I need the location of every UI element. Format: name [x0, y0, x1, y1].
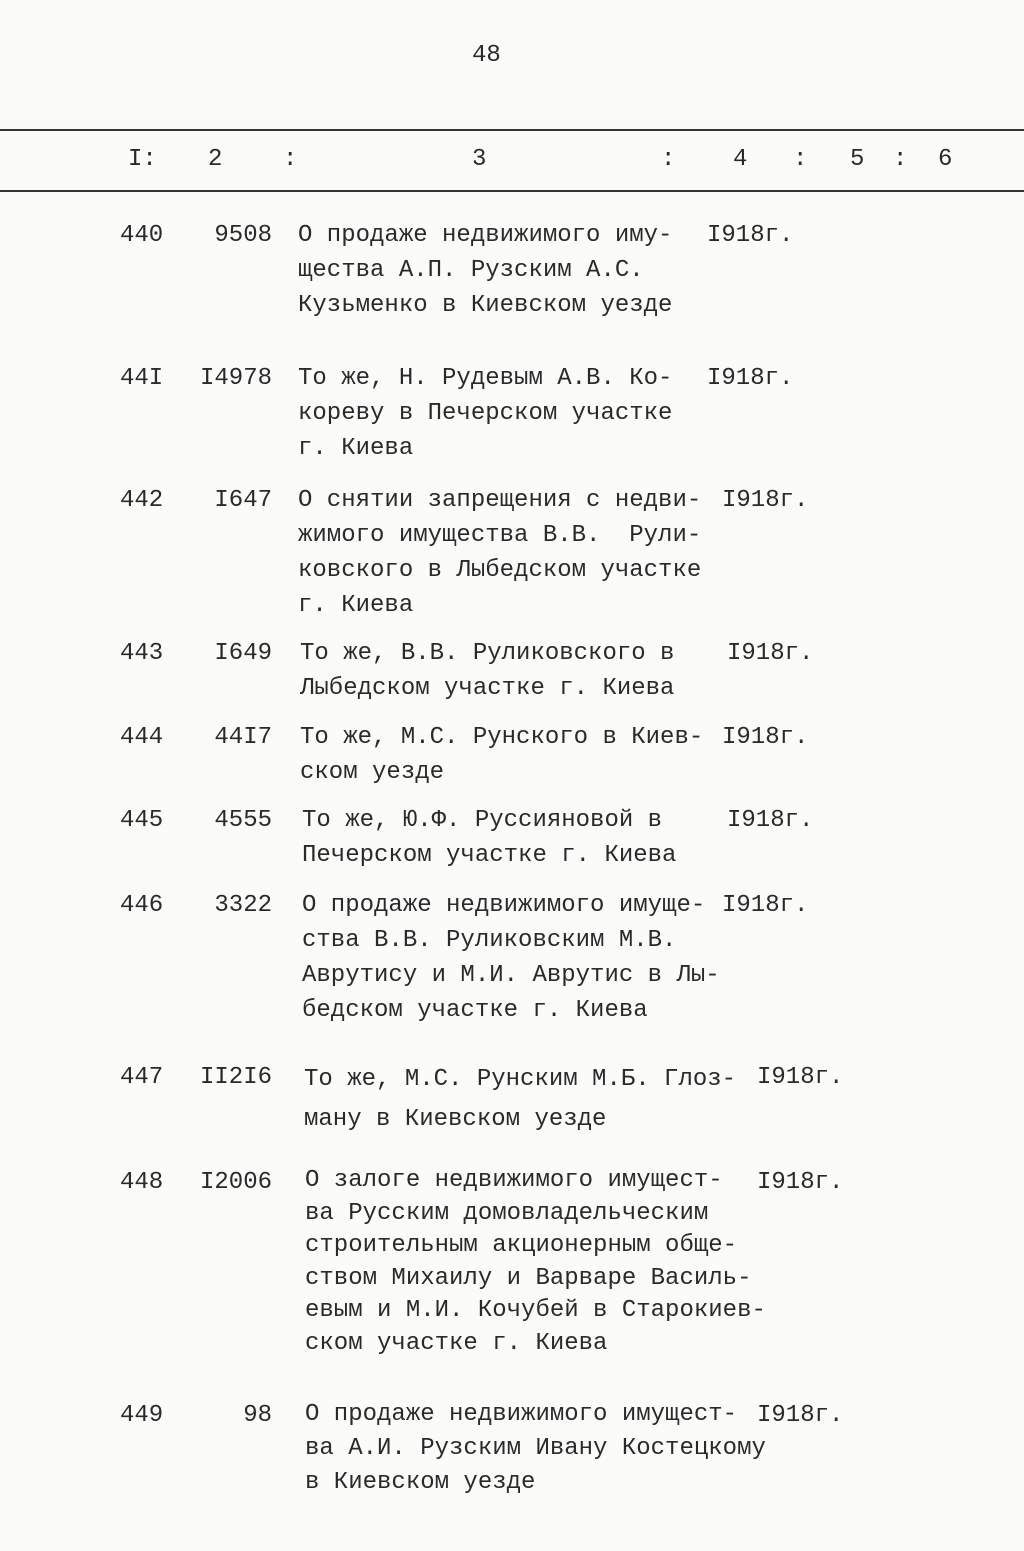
description-line: ском участке г. Киева — [305, 1329, 608, 1357]
column-header-4: 4 — [733, 146, 748, 173]
case-id: 3322 — [214, 892, 272, 919]
row-description — [300, 720, 703, 790]
case-id: 4555 — [214, 807, 272, 834]
description-line: в Киевском уезде — [305, 1469, 536, 1496]
row-description — [304, 1060, 736, 1140]
column-separator: : — [793, 146, 808, 173]
description-line: ства В.В. Руликовским М.В. — [302, 927, 677, 954]
row-year: I918г. — [707, 365, 794, 392]
description-line: г. Киева — [298, 435, 414, 462]
case-id: 9508 — [214, 222, 272, 249]
description-line: кореву в Печерском участке — [298, 400, 673, 427]
description-line: О продаже недвижимого иму- — [298, 222, 673, 249]
column-separator: : — [661, 146, 676, 173]
description-line: О продаже недвижимого имущест- — [305, 1401, 738, 1428]
column-header-6: 6 — [938, 146, 953, 173]
description-line: О продаже недвижимого имуще- — [302, 892, 706, 919]
description-line: То же, Н. Рудевым А.В. Ко- — [298, 365, 673, 392]
header-top-rule — [0, 129, 1024, 131]
case-id: I647 — [214, 487, 272, 514]
column-header-3: 3 — [472, 146, 487, 173]
column-separator: : — [283, 146, 298, 173]
description-line: евым и М.И. Кочубей в Старокиев- — [305, 1297, 766, 1325]
row-number: 447 — [120, 1064, 164, 1091]
row-year: I918г. — [722, 724, 809, 751]
column-header-5: 5 — [850, 146, 865, 173]
row-description — [302, 888, 720, 1028]
row-number: 440 — [120, 222, 164, 249]
description-line: Лыбедском участке г. Киева — [300, 675, 675, 702]
header-bottom-rule — [0, 190, 1024, 192]
description-line: ва А.И. Рузским Ивану Костецкому — [305, 1435, 766, 1462]
row-year: I918г. — [757, 1402, 844, 1429]
description-line: ском уезде — [300, 759, 445, 786]
description-line: О залоге недвижимого имущест- — [305, 1167, 723, 1194]
description-line: ману в Киевском уезде — [304, 1106, 607, 1133]
description-line: То же, Ю.Ф. Руссияновой в — [302, 807, 663, 834]
description-line: ва Русским домовладельческим — [305, 1199, 709, 1227]
row-number: 444 — [120, 724, 164, 751]
description-line: Аврутису и М.И. Аврутис в Лы- — [302, 962, 720, 989]
row-description — [305, 1165, 766, 1361]
row-year: I918г. — [727, 807, 814, 834]
description-line: Кузьменко в Киевском уезде — [298, 292, 673, 319]
row-year: I918г. — [707, 222, 794, 249]
description-line: г. Киева — [298, 592, 414, 619]
row-year: I918г. — [757, 1169, 844, 1196]
description-line: ковского в Лыбедском участке — [298, 557, 702, 584]
row-year: I918г. — [727, 640, 814, 667]
column-header-2: 2 — [208, 146, 223, 173]
row-year: I918г. — [722, 487, 809, 514]
row-number: 443 — [120, 640, 164, 667]
row-year: I918г. — [757, 1064, 844, 1091]
description-line: То же, В.В. Руликовского в — [300, 640, 675, 667]
row-description — [298, 361, 672, 466]
description-line: ством Михаилу и Варваре Василь- — [305, 1264, 752, 1292]
description-line: О снятии запрещения с недви- — [298, 487, 702, 514]
row-number: 44I — [120, 365, 164, 392]
description-line: Печерском участке г. Киева — [302, 842, 677, 869]
page-number: 48 — [472, 42, 501, 69]
row-description — [298, 483, 701, 623]
row-number: 442 — [120, 487, 164, 514]
description-line: То же, М.С. Рунского в Киев- — [300, 724, 704, 751]
description-line: строительным акционерным обще- — [305, 1232, 738, 1260]
case-id: 44I7 — [214, 724, 272, 751]
case-id: I4978 — [199, 365, 272, 392]
row-number: 448 — [120, 1169, 164, 1196]
description-line: бедском участке г. Киева — [302, 997, 648, 1024]
column-header-1: I: — [128, 146, 157, 173]
row-year: I918г. — [722, 892, 809, 919]
row-description — [302, 803, 676, 873]
row-number: 445 — [120, 807, 164, 834]
description-line: То же, М.С. Рунским М.Б. Глоз- — [304, 1066, 737, 1093]
row-number: 446 — [120, 892, 164, 919]
case-id: 98 — [243, 1402, 272, 1429]
column-separator: : — [893, 146, 908, 173]
case-id: I649 — [214, 640, 272, 667]
row-description — [305, 1398, 766, 1500]
description-line: жимого имущества В.В. Рули- — [298, 522, 702, 549]
case-id: II2I6 — [199, 1064, 272, 1091]
row-description — [298, 218, 672, 323]
case-id: I2006 — [199, 1169, 272, 1196]
description-line: щества А.П. Рузским А.С. — [298, 257, 644, 284]
row-description — [300, 636, 674, 706]
row-number: 449 — [120, 1402, 164, 1429]
